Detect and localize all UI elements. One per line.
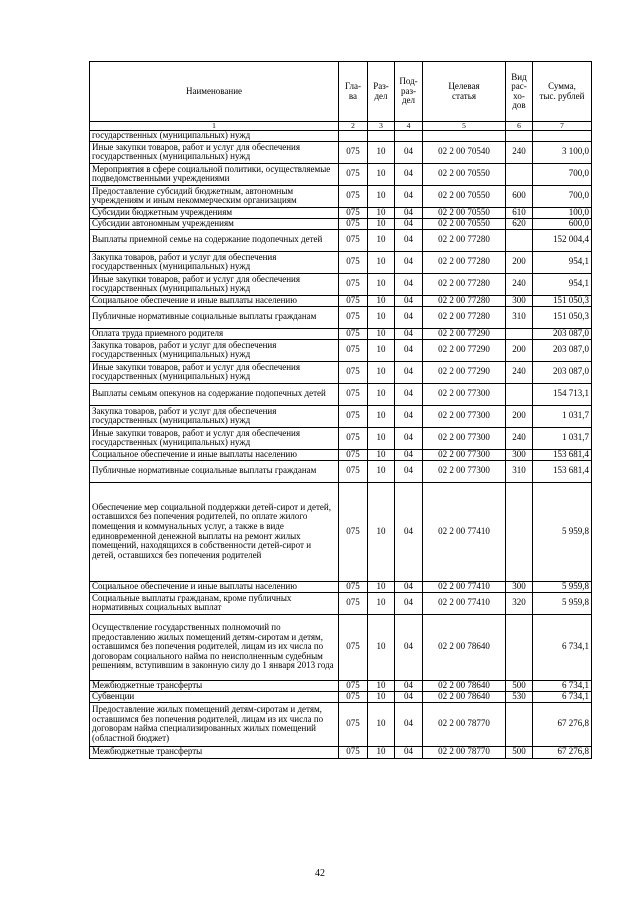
row-expense-type: 610 [506, 207, 533, 218]
row-sum: 5 959,8 [533, 581, 592, 592]
table-row [90, 328, 592, 339]
row-podrazdel: 04 [395, 207, 423, 218]
row-podrazdel: 04 [395, 339, 423, 361]
row-glava: 075 [339, 405, 368, 427]
table-row [90, 581, 592, 592]
row-expense-type [506, 482, 533, 581]
row-name: Закупка товаров, работ и услуг для обеспечения государственных (муниципальных) нужд [90, 405, 339, 427]
table-row [90, 746, 592, 758]
row-expense-type [506, 702, 533, 746]
row-expense-type: 310 [506, 306, 533, 328]
table-row [90, 131, 592, 142]
row-glava: 075 [339, 592, 368, 614]
row-sum: 203 087,0 [533, 328, 592, 339]
row-name: Иные закупки товаров, работ и услуг для обеспечения государственных (муниципальных) нужд [90, 361, 339, 383]
row-glava: 075 [339, 680, 368, 691]
column-number: 4 [395, 122, 423, 131]
row-sum: 67 276,8 [533, 746, 592, 758]
row-razdel: 10 [368, 449, 395, 460]
row-podrazdel: 04 [395, 141, 423, 163]
table-row [90, 614, 592, 680]
row-target-article: 02 2 00 77300 [423, 405, 506, 427]
row-glava: 075 [339, 207, 368, 218]
table-body [90, 131, 592, 759]
row-name: Социальное обеспечение и иные выплаты населению [90, 449, 339, 460]
row-expense-type: 200 [506, 405, 533, 427]
row-name: Осуществление государственных полномочий по предоставлению жилых помещений детям-сиротам и детям, оставшимся без попечения родителей, лицам из их числа по договорам социального найма по неисполненным судебным решениям, вступившим в законную силу до 1 января 2013 года [90, 614, 339, 680]
row-name: Закупка товаров, работ и услуг для обеспечения государственных (муниципальных) нужд [90, 251, 339, 273]
row-name: Социальные выплаты гражданам, кроме публичных нормативных социальных выплат [90, 592, 339, 614]
row-target-article: 02 2 00 78640 [423, 691, 506, 702]
row-target-article: 02 2 00 77300 [423, 449, 506, 460]
row-name: Иные закупки товаров, работ и услуг для обеспечения государственных (муниципальных) нужд [90, 141, 339, 163]
row-podrazdel: 04 [395, 592, 423, 614]
row-glava: 075 [339, 614, 368, 680]
row-glava: 075 [339, 361, 368, 383]
row-glava: 075 [339, 306, 368, 328]
row-podrazdel: 04 [395, 251, 423, 273]
row-podrazdel: 04 [395, 680, 423, 691]
table-row [90, 361, 592, 383]
row-expense-type [506, 383, 533, 405]
column-number: 5 [423, 122, 506, 131]
row-expense-type [506, 163, 533, 185]
column-number: 6 [506, 122, 533, 131]
row-target-article: 02 2 00 77280 [423, 306, 506, 328]
row-expense-type [506, 229, 533, 251]
row-target-article: 02 2 00 70550 [423, 163, 506, 185]
row-expense-type [506, 131, 533, 142]
budget-table [89, 61, 592, 759]
table-row [90, 702, 592, 746]
row-name: Публичные нормативные социальные выплаты гражданам [90, 306, 339, 328]
row-target-article: 02 2 00 77300 [423, 427, 506, 449]
header-name: Наименование [90, 62, 339, 122]
row-expense-type: 240 [506, 141, 533, 163]
row-name: Обеспечение мер социальной поддержки детей-сирот и детей, оставшихся без попечения родителей, по оплате жилого помещения и коммунальных услуг, а также в виде единовременной денежной выплаты на ремонт жилых помещений, находящихся в собственности детей-сирот и детей, оставшихся без попечения родителей [90, 482, 339, 581]
column-number: 3 [368, 122, 395, 131]
row-name: Выплаты приемной семье на содержание подопечных детей [90, 229, 339, 251]
row-razdel: 10 [368, 482, 395, 581]
row-target-article: 02 2 00 77290 [423, 361, 506, 383]
row-sum: 600,0 [533, 218, 592, 229]
row-sum: 5 959,8 [533, 482, 592, 581]
row-target-article: 02 2 00 78640 [423, 614, 506, 680]
row-name: Закупка товаров, работ и услуг для обеспечения государственных (муниципальных) нужд [90, 339, 339, 361]
row-expense-type: 300 [506, 449, 533, 460]
page-number: 42 [315, 868, 325, 879]
row-razdel: 10 [368, 383, 395, 405]
table-row [90, 229, 592, 251]
row-name: Предоставление жилых помещений детям-сиротам и детям, оставшимся без попечения родителей, лицам из их числа по договорам найма специализированных жилых помещений (областной бюджет) [90, 702, 339, 746]
row-sum: 100,0 [533, 207, 592, 218]
row-razdel: 10 [368, 218, 395, 229]
row-sum: 154 713,1 [533, 383, 592, 405]
table-row [90, 251, 592, 273]
row-podrazdel: 04 [395, 306, 423, 328]
table-row [90, 482, 592, 581]
row-expense-type: 240 [506, 273, 533, 295]
table-row [90, 460, 592, 482]
table-row [90, 449, 592, 460]
row-name: Субсидии автономным учреждениям [90, 218, 339, 229]
row-glava: 075 [339, 185, 368, 207]
row-podrazdel: 04 [395, 229, 423, 251]
row-expense-type: 300 [506, 295, 533, 306]
row-sum: 151 050,3 [533, 306, 592, 328]
row-expense-type: 320 [506, 592, 533, 614]
row-target-article: 02 2 00 70550 [423, 218, 506, 229]
row-name: Выплаты семьям опекунов на содержание подопечных детей [90, 383, 339, 405]
table-row [90, 427, 592, 449]
row-podrazdel: 04 [395, 295, 423, 306]
row-glava: 075 [339, 383, 368, 405]
header-sum: Сумма, тыс. рублей [533, 62, 592, 122]
row-razdel: 10 [368, 361, 395, 383]
row-podrazdel: 04 [395, 460, 423, 482]
row-name: Иные закупки товаров, работ и услуг для обеспечения государственных (муниципальных) нужд [90, 427, 339, 449]
row-target-article: 02 2 00 77290 [423, 339, 506, 361]
header-expense-type: Вид рас- хо- дов [506, 62, 533, 122]
column-number: 7 [533, 122, 592, 131]
row-razdel: 10 [368, 163, 395, 185]
row-podrazdel: 04 [395, 691, 423, 702]
row-target-article: 02 2 00 77280 [423, 229, 506, 251]
row-razdel: 10 [368, 427, 395, 449]
row-name: Межбюджетные трансферты [90, 746, 339, 758]
row-podrazdel: 04 [395, 405, 423, 427]
row-sum: 5 959,8 [533, 592, 592, 614]
row-target-article: 02 2 00 78770 [423, 746, 506, 758]
row-target-article: 02 2 00 77300 [423, 460, 506, 482]
row-podrazdel: 04 [395, 328, 423, 339]
row-glava: 075 [339, 746, 368, 758]
row-sum: 151 050,3 [533, 295, 592, 306]
row-target-article: 02 2 00 77410 [423, 482, 506, 581]
row-target-article: 02 2 00 77410 [423, 592, 506, 614]
row-name: Межбюджетные трансферты [90, 680, 339, 691]
row-target-article: 02 2 00 78640 [423, 680, 506, 691]
table-row [90, 141, 592, 163]
row-glava: 075 [339, 427, 368, 449]
row-glava: 075 [339, 581, 368, 592]
row-glava: 075 [339, 460, 368, 482]
row-expense-type: 500 [506, 680, 533, 691]
row-glava: 075 [339, 163, 368, 185]
row-sum: 153 681,4 [533, 449, 592, 460]
row-expense-type: 300 [506, 581, 533, 592]
table-row [90, 218, 592, 229]
row-razdel: 10 [368, 306, 395, 328]
row-podrazdel: 04 [395, 614, 423, 680]
row-razdel: 10 [368, 460, 395, 482]
row-razdel: 10 [368, 251, 395, 273]
table-row [90, 592, 592, 614]
table-row [90, 306, 592, 328]
row-glava: 075 [339, 482, 368, 581]
table-row [90, 339, 592, 361]
row-expense-type [506, 614, 533, 680]
column-number: 1 [90, 122, 339, 131]
table-row [90, 295, 592, 306]
row-name: Публичные нормативные социальные выплаты гражданам [90, 460, 339, 482]
row-glava: 075 [339, 449, 368, 460]
row-razdel: 10 [368, 691, 395, 702]
row-sum: 700,0 [533, 163, 592, 185]
row-name: Мероприятия в сфере социальной политики, осуществляемые подведомственными учреждениями [90, 163, 339, 185]
row-name: Оплата труда приемного родителя [90, 328, 339, 339]
row-expense-type: 310 [506, 460, 533, 482]
table-row [90, 405, 592, 427]
row-target-article: 02 2 00 77290 [423, 328, 506, 339]
row-sum [533, 131, 592, 142]
header-podrazdel: Под- раз- дел [395, 62, 423, 122]
row-glava [339, 131, 368, 142]
row-razdel: 10 [368, 680, 395, 691]
row-sum: 6 734,1 [533, 680, 592, 691]
row-expense-type: 240 [506, 361, 533, 383]
row-name: Социальное обеспечение и иные выплаты населению [90, 295, 339, 306]
row-expense-type: 240 [506, 427, 533, 449]
row-name: Субсидии бюджетным учреждениям [90, 207, 339, 218]
row-razdel: 10 [368, 185, 395, 207]
row-name: Субвенции [90, 691, 339, 702]
row-sum: 1 031,7 [533, 405, 592, 427]
row-target-article: 02 2 00 77280 [423, 295, 506, 306]
row-glava: 075 [339, 141, 368, 163]
table-row [90, 273, 592, 295]
row-podrazdel: 04 [395, 163, 423, 185]
row-expense-type: 530 [506, 691, 533, 702]
row-razdel: 10 [368, 702, 395, 746]
row-target-article: 02 2 00 78770 [423, 702, 506, 746]
row-sum: 203 087,0 [533, 361, 592, 383]
header-target-article: Целевая статья [423, 62, 506, 122]
table-row [90, 691, 592, 702]
column-number: 2 [339, 122, 368, 131]
row-expense-type: 620 [506, 218, 533, 229]
row-glava: 075 [339, 251, 368, 273]
row-sum: 1 031,7 [533, 427, 592, 449]
table-row [90, 163, 592, 185]
row-glava: 075 [339, 702, 368, 746]
row-razdel: 10 [368, 746, 395, 758]
row-name: Социальное обеспечение и иные выплаты населению [90, 581, 339, 592]
row-target-article: 02 2 00 77280 [423, 273, 506, 295]
row-glava: 075 [339, 328, 368, 339]
row-name: Иные закупки товаров, работ и услуг для обеспечения государственных (муниципальных) нужд [90, 273, 339, 295]
row-podrazdel: 04 [395, 383, 423, 405]
row-razdel: 10 [368, 295, 395, 306]
row-target-article: 02 2 00 77300 [423, 383, 506, 405]
row-target-article [423, 131, 506, 142]
row-glava: 075 [339, 229, 368, 251]
row-expense-type: 500 [506, 746, 533, 758]
row-target-article: 02 2 00 77410 [423, 581, 506, 592]
row-sum: 67 276,8 [533, 702, 592, 746]
row-sum: 3 100,0 [533, 141, 592, 163]
header-razdel: Раз- дел [368, 62, 395, 122]
row-razdel: 10 [368, 405, 395, 427]
row-expense-type: 200 [506, 339, 533, 361]
row-razdel: 10 [368, 581, 395, 592]
table-row [90, 207, 592, 218]
row-sum: 6 734,1 [533, 691, 592, 702]
row-sum: 203 087,0 [533, 339, 592, 361]
row-sum: 954,1 [533, 251, 592, 273]
row-target-article: 02 2 00 70550 [423, 207, 506, 218]
row-glava: 075 [339, 273, 368, 295]
row-expense-type: 600 [506, 185, 533, 207]
row-razdel: 10 [368, 273, 395, 295]
row-podrazdel: 04 [395, 702, 423, 746]
row-glava: 075 [339, 218, 368, 229]
row-glava: 075 [339, 691, 368, 702]
row-razdel: 10 [368, 207, 395, 218]
row-podrazdel: 04 [395, 218, 423, 229]
row-sum: 954,1 [533, 273, 592, 295]
row-podrazdel: 04 [395, 273, 423, 295]
row-razdel: 10 [368, 229, 395, 251]
row-glava: 075 [339, 339, 368, 361]
row-razdel: 10 [368, 141, 395, 163]
row-podrazdel [395, 131, 423, 142]
row-sum: 152 004,4 [533, 229, 592, 251]
row-podrazdel: 04 [395, 449, 423, 460]
row-name: Предоставление субсидий бюджетным, автономным учреждениям и иным некоммерческим организациям [90, 185, 339, 207]
table-row [90, 185, 592, 207]
row-target-article: 02 2 00 77280 [423, 251, 506, 273]
row-podrazdel: 04 [395, 746, 423, 758]
row-expense-type [506, 328, 533, 339]
row-sum: 700,0 [533, 185, 592, 207]
row-glava: 075 [339, 295, 368, 306]
row-podrazdel: 04 [395, 581, 423, 592]
row-podrazdel: 04 [395, 185, 423, 207]
table-header-row [90, 62, 592, 122]
row-razdel: 10 [368, 339, 395, 361]
table-row [90, 383, 592, 405]
row-razdel: 10 [368, 328, 395, 339]
row-podrazdel: 04 [395, 361, 423, 383]
row-razdel: 10 [368, 592, 395, 614]
row-sum: 6 734,1 [533, 614, 592, 680]
row-target-article: 02 2 00 70550 [423, 185, 506, 207]
row-podrazdel: 04 [395, 482, 423, 581]
header-glava: Гла- ва [339, 62, 368, 122]
row-name: государственных (муниципальных) нужд [90, 131, 339, 142]
row-razdel: 10 [368, 614, 395, 680]
column-number-row [90, 122, 592, 131]
row-sum: 153 681,4 [533, 460, 592, 482]
row-target-article: 02 2 00 70540 [423, 141, 506, 163]
table-row [90, 680, 592, 691]
row-expense-type: 200 [506, 251, 533, 273]
row-podrazdel: 04 [395, 427, 423, 449]
row-razdel [368, 131, 395, 142]
